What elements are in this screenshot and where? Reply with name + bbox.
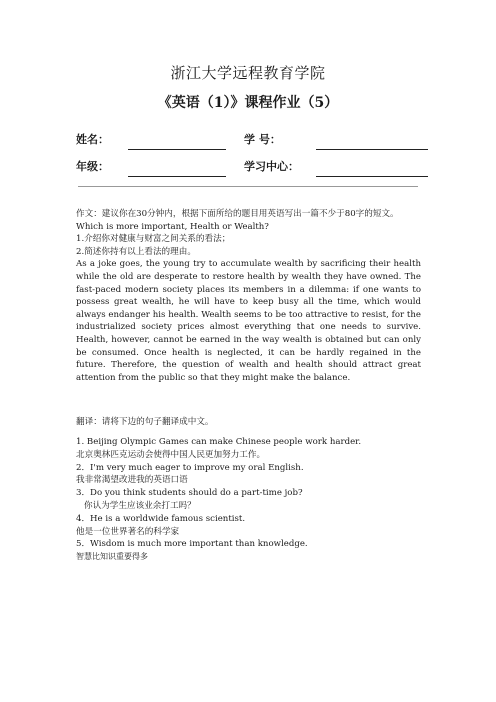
section-divider xyxy=(78,186,418,187)
translation-list xyxy=(76,436,421,564)
translation-section xyxy=(76,416,421,429)
translation-item-zh: 你认为学生应该业余打工吗？ xyxy=(84,500,196,511)
essay-section xyxy=(76,208,421,384)
translation-item-en: 4．He is a worldwide famous scientist. xyxy=(76,513,246,524)
translation-instruction: 翻译：请将下边的句子翻译成中文。 xyxy=(76,417,214,427)
translation-item-en: 3．Do you think students should do a part-time job? xyxy=(76,488,303,499)
student-id-label: 学 号： xyxy=(244,133,281,146)
grade-field-line[interactable] xyxy=(128,176,226,177)
learning-center-label: 学习中心： xyxy=(244,160,299,173)
name-label: 姓名： xyxy=(76,133,109,146)
name-field-line[interactable] xyxy=(128,149,226,150)
essay-topic: Which is more important, Health or Wealth? xyxy=(76,221,269,232)
translation-item-zh: 北京奥林匹克运动会使得中国人民更加努力工作。 xyxy=(76,449,266,460)
translation-item-en: 5．Wisdom is much more important than knowledge. xyxy=(76,539,308,550)
assignment-title: 《英语（1）》课程作业（5） xyxy=(157,95,339,111)
student-id-field-line[interactable] xyxy=(316,149,428,150)
translation-item-zh: 他是一位世界著名的科学家 xyxy=(76,526,180,537)
essay-point-2: 2.简述你持有以上看法的理由。 xyxy=(76,246,196,257)
translation-item-zh: 智慧比知识重要得多 xyxy=(76,552,148,562)
essay-point-1: 1.介绍你对健康与财富之间关系的看法； xyxy=(76,234,231,245)
translation-item-en: 2．I'm very much eager to improve my oral English. xyxy=(76,462,304,473)
grade-label: 年级： xyxy=(76,160,109,173)
essay-instruction: 作文：建议你在30分钟内，根据下面所给的题目用英语写出一篇不少于80字的短文。 xyxy=(76,209,399,219)
essay-body: As a joke goes, the young try to accumulate wealth by sacrificing their health while the old are desperate to restore health by wealth they have owned. The fast-paced modern society places its members in a dilemma: if one wants to possess great wealth, he will have to keep busy all the time, which would always endanger his health. Wealth seems to be too attractive to resist, for the industrialized society prices almost everything that one needs to survive. Health, however, cannot be earned in the way wealth is obtained but can only be consumed. Once health is neglected, it can be hardly regained in the future. Therefore, the question of wealth and health should attract great attention from the public so that they might make the balance. xyxy=(76,259,421,383)
translation-item-zh: 我非常渴望改进我的英语口语 xyxy=(76,475,188,486)
learning-center-field-line[interactable] xyxy=(316,176,428,177)
translation-item-en: 1. Beijing Olympic Games can make Chinese people work harder. xyxy=(76,437,362,447)
institution-title: 浙江大学远程教育学院 xyxy=(170,64,326,82)
